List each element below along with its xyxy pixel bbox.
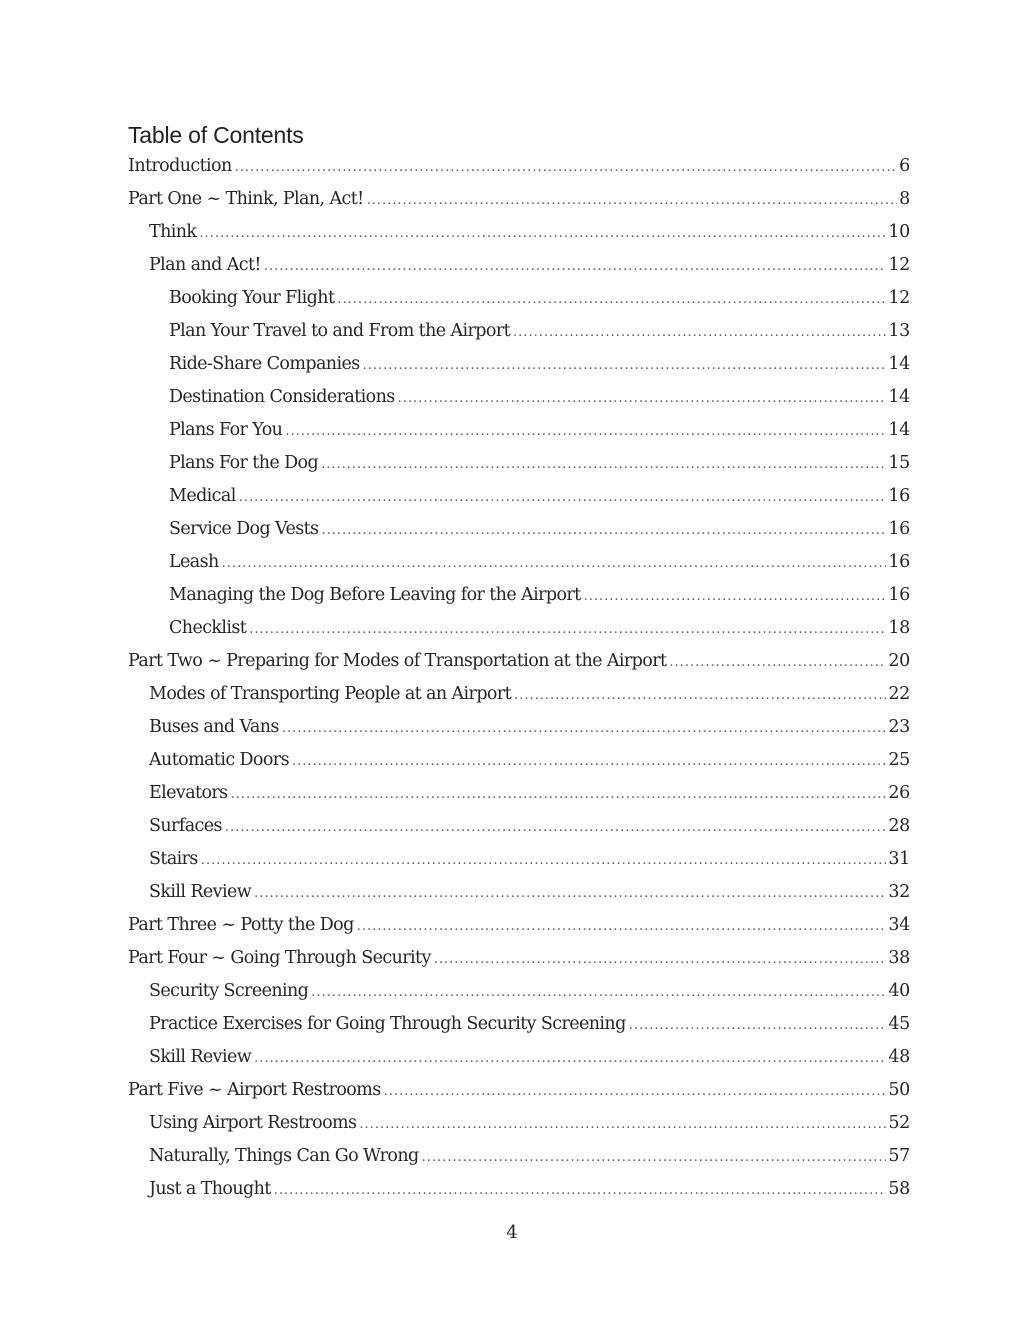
toc-entry[interactable] xyxy=(128,447,910,480)
toc-entry-title: Skill Review xyxy=(149,882,252,902)
toc-entry[interactable] xyxy=(128,414,910,447)
toc-entry-page: 28 xyxy=(888,816,910,836)
toc-entry-title: Automatic Doors xyxy=(149,750,289,770)
toc-entry-page: 16 xyxy=(888,585,910,605)
toc-entry[interactable] xyxy=(128,249,910,282)
toc-entry[interactable] xyxy=(128,1107,910,1140)
toc-entry-page: 25 xyxy=(888,750,910,770)
dot-leader xyxy=(285,415,886,448)
dot-leader xyxy=(363,349,887,382)
dot-leader xyxy=(434,943,887,976)
toc-entry-page: 14 xyxy=(888,387,910,407)
dot-leader xyxy=(513,316,886,349)
toc-entry-title: Part Three ~ Potty the Dog xyxy=(128,915,354,935)
dot-leader xyxy=(254,877,886,910)
dot-leader xyxy=(199,217,886,250)
dot-leader xyxy=(359,1108,886,1141)
toc-entry-page: 22 xyxy=(888,684,910,704)
toc-entry-page: 12 xyxy=(888,288,910,308)
toc-entry-page: 31 xyxy=(888,849,910,869)
toc-entry-page: 23 xyxy=(888,717,910,737)
toc-entry-title: Plans For You xyxy=(169,420,283,440)
toc-entry-page: 14 xyxy=(888,354,910,374)
dot-leader xyxy=(321,514,886,547)
dot-leader xyxy=(384,1075,887,1108)
toc-entry-page: 18 xyxy=(888,618,910,638)
dot-leader xyxy=(239,481,887,514)
dot-leader xyxy=(235,151,898,184)
toc-entry-title: Just a Thought xyxy=(149,1179,271,1199)
dot-leader xyxy=(222,547,887,580)
toc-entry-title: Plan and Act! xyxy=(149,255,261,275)
dot-leader xyxy=(311,976,886,1009)
dot-leader xyxy=(274,1174,887,1207)
toc-entry-title: Buses and Vans xyxy=(149,717,279,737)
toc-entry-title: Plans For the Dog xyxy=(169,453,319,473)
toc-entry-page: 40 xyxy=(888,981,910,1001)
toc-entry[interactable] xyxy=(128,711,910,744)
toc-entry-title: Elevators xyxy=(149,783,228,803)
toc-entry-title: Using Airport Restrooms xyxy=(149,1113,357,1133)
toc-entry-page: 8 xyxy=(899,189,910,209)
dot-leader xyxy=(669,646,886,679)
toc-entry-title: Destination Considerations xyxy=(169,387,395,407)
toc-entry-title: Surfaces xyxy=(149,816,222,836)
toc-entry-title: Leash xyxy=(169,552,219,572)
toc-entry-title: Booking Your Flight xyxy=(169,288,335,308)
toc-entry-title: Managing the Dog Before Leaving for the Airport xyxy=(169,585,581,605)
dot-leader xyxy=(225,811,886,844)
dot-leader xyxy=(292,745,886,778)
dot-leader xyxy=(201,844,887,877)
toc-entry[interactable] xyxy=(128,348,910,381)
toc-entry-page: 50 xyxy=(888,1080,910,1100)
toc-entry[interactable] xyxy=(128,678,910,711)
toc-entry[interactable] xyxy=(128,315,910,348)
toc-entry[interactable] xyxy=(128,612,910,645)
dot-leader xyxy=(398,382,887,415)
toc-entry-page: 52 xyxy=(888,1113,910,1133)
toc-entry-page: 15 xyxy=(888,453,910,473)
toc-entry-page: 20 xyxy=(888,651,910,671)
toc-entry[interactable] xyxy=(128,942,910,975)
dot-leader xyxy=(514,679,886,712)
dot-leader xyxy=(282,712,887,745)
toc-entry-page: 26 xyxy=(888,783,910,803)
toc-entry[interactable] xyxy=(128,513,910,546)
toc-entry-title: Plan Your Travel to and From the Airport xyxy=(169,321,511,341)
toc-entry-page: 16 xyxy=(888,486,910,506)
toc-entry-page: 32 xyxy=(888,882,910,902)
dot-leader xyxy=(249,613,886,646)
toc-entry[interactable] xyxy=(128,1140,910,1173)
dot-leader xyxy=(584,580,887,613)
toc-entry[interactable] xyxy=(128,579,910,612)
toc-entry[interactable] xyxy=(128,546,910,579)
toc-entry[interactable] xyxy=(128,1041,910,1074)
toc-entry-title: Practice Exercises for Going Through Security Screening xyxy=(149,1014,626,1034)
toc-entry-title: Part Five ~ Airport Restrooms xyxy=(128,1080,381,1100)
toc-entry[interactable] xyxy=(128,843,910,876)
toc-entry[interactable] xyxy=(128,1173,910,1206)
dot-leader xyxy=(231,778,887,811)
dot-leader xyxy=(422,1141,887,1174)
toc-entry[interactable] xyxy=(128,381,910,414)
toc-entry-page: 13 xyxy=(888,321,910,341)
toc-entry[interactable] xyxy=(128,216,910,249)
toc-entry-title: Service Dog Vests xyxy=(169,519,319,539)
toc-entry-page: 48 xyxy=(888,1047,910,1067)
toc-entry-page: 14 xyxy=(888,420,910,440)
toc-entry-page: 6 xyxy=(899,156,910,176)
toc-entry-title: Stairs xyxy=(149,849,198,869)
toc-entry-page: 57 xyxy=(888,1146,910,1166)
toc-entry-title: Part Four ~ Going Through Security xyxy=(128,948,431,968)
toc-entry-title: Part Two ~ Preparing for Modes of Transportation at the Airport xyxy=(128,651,667,671)
page-number: 4 xyxy=(506,1222,518,1243)
toc-entry[interactable] xyxy=(128,1008,910,1041)
toc-entry-title: Security Screening xyxy=(149,981,309,1001)
dot-leader xyxy=(321,448,886,481)
toc-entry[interactable] xyxy=(128,150,910,183)
toc-entry-page: 10 xyxy=(888,222,910,242)
toc-entry-page: 58 xyxy=(888,1179,910,1199)
toc-entry[interactable] xyxy=(128,810,910,843)
toc-entry-title: Think xyxy=(149,222,197,242)
dot-leader xyxy=(367,184,898,217)
toc-entry[interactable] xyxy=(128,645,910,678)
toc-entry-page: 16 xyxy=(888,519,910,539)
toc-entry-title: Ride-Share Companies xyxy=(169,354,360,374)
toc-entry[interactable] xyxy=(128,183,910,216)
toc-entry[interactable] xyxy=(128,480,910,513)
dot-leader xyxy=(337,283,886,316)
toc-entry-page: 16 xyxy=(888,552,910,572)
dot-leader xyxy=(264,250,887,283)
toc-entry-page: 38 xyxy=(888,948,910,968)
toc-entry[interactable] xyxy=(128,909,910,942)
toc-entry[interactable] xyxy=(128,1074,910,1107)
dot-leader xyxy=(357,910,887,943)
toc-entry[interactable] xyxy=(128,975,910,1008)
toc-entry-page: 12 xyxy=(888,255,910,275)
toc-entry[interactable] xyxy=(128,876,910,909)
toc-entry[interactable] xyxy=(128,282,910,315)
toc-entry-title: Part One ~ Think, Plan, Act! xyxy=(128,189,364,209)
toc-list xyxy=(128,150,910,1206)
toc-entry[interactable] xyxy=(128,744,910,777)
toc-entry-title: Skill Review xyxy=(149,1047,252,1067)
toc-entry-title: Checklist xyxy=(169,618,247,638)
toc-entry-title: Modes of Transporting People at an Airport xyxy=(149,684,512,704)
toc-entry-title: Medical xyxy=(169,486,236,506)
toc-entry-title: Naturally, Things Can Go Wrong xyxy=(149,1146,419,1166)
toc-entry-page: 34 xyxy=(888,915,910,935)
toc-entry-page: 45 xyxy=(888,1014,910,1034)
toc-entry-title: Introduction xyxy=(128,156,232,176)
dot-leader xyxy=(629,1009,887,1042)
toc-entry[interactable] xyxy=(128,777,910,810)
dot-leader xyxy=(254,1042,886,1075)
toc-heading: Table of Contents xyxy=(128,122,304,148)
